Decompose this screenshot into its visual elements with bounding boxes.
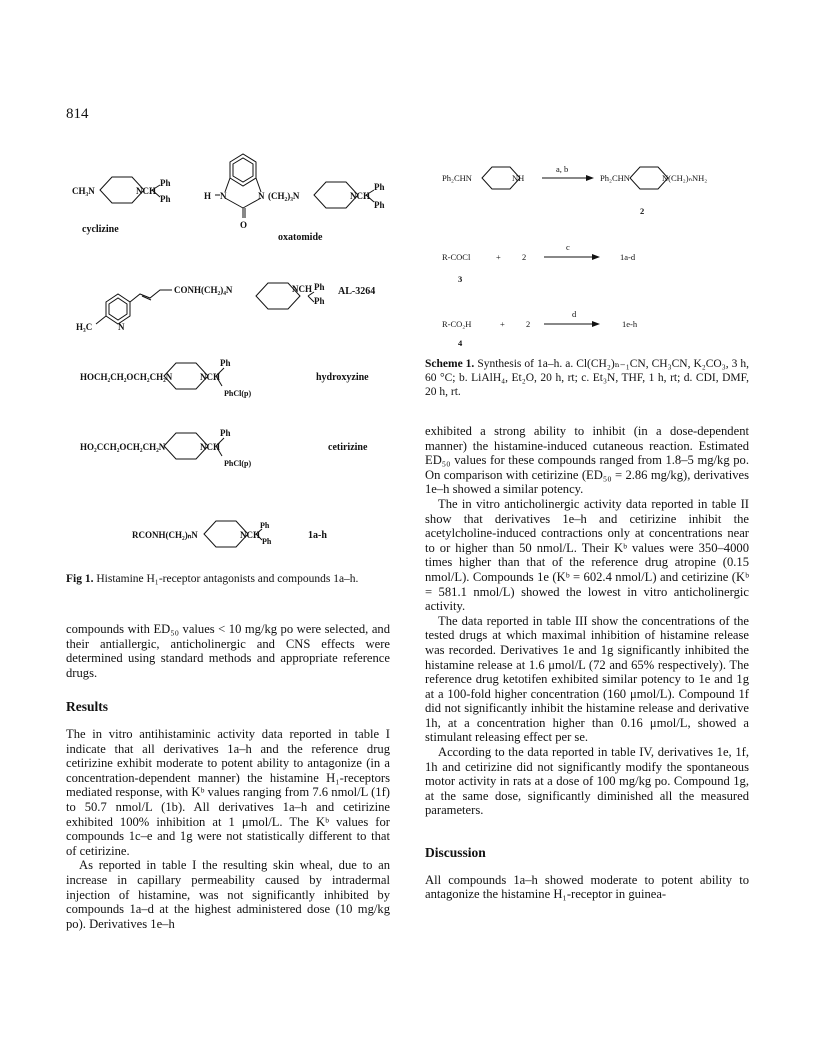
figure-1-caption bbox=[66, 572, 390, 586]
scheme-r3-num: 4 bbox=[458, 338, 463, 348]
right-paragraph-2: The in vitro anticholinergic activity data reported in table II show that derivatives 1e–h and cetirizine inhibit the acetylcholine-induced contractions only at concentrations near to or higher than 50 nmol/L. Their Kᵇ values were 350–4000 times higher than that of the reference drug atropine (0.15 nmol/L). Compounds 1e (Kᵇ = 602.4 nmol/L) and cetirizine (Kᵇ = 581.1 nmol/L) showed the lowest in vitro anticholinergic activity. bbox=[425, 496, 749, 614]
scheme-r3-arrow-label: d bbox=[572, 309, 577, 319]
scheme-r3-prod: 1e-h bbox=[622, 319, 638, 329]
al3264-ph2: Ph bbox=[314, 296, 325, 306]
oxatomide-ph1: Ph bbox=[374, 182, 385, 192]
right-paragraph-3: The data reported in table III show the concentrations of the tested drugs at which maximal inhibition of histamine release was recorded. Derivatives 1e and 1g significantly inhibited the histamine release at 1.6 μmol/L (72 and 65% respectively). The reference drug ketotifen exhibited similar potency to 1e and 1g at a 100-fold higher concentration (160 μmol/L). Compound 1f did not significantly inhibit the histamine release and derivative 1h, at a concentration higher than 0.16 μmol/L, showed a stimulant releasing effect per se. bbox=[425, 613, 749, 745]
al3264-n: N bbox=[118, 322, 125, 332]
al3264-nch: NCH bbox=[292, 284, 312, 294]
left-paragraph-3: As reported in table I the resulting skin wheal, due to an increase in capillary permeability caused by intradermal injection of histamine, was not significantly inhibited by compounds 1a–d at the highest administered dose (10 mg/kg po). Derivatives 1e–h bbox=[66, 858, 390, 931]
series-chain: RCONH(CH₂)ₙN bbox=[132, 530, 198, 540]
al3264-ph1: Ph bbox=[314, 282, 325, 292]
hydroxyzine-phcl: PhCl(p) bbox=[224, 389, 252, 398]
cetirizine-phcl: PhCl(p) bbox=[224, 459, 252, 468]
scheme-r1-num: 2 bbox=[640, 206, 645, 216]
cyclizine-ph2: Ph bbox=[160, 194, 171, 204]
cetirizine-name: cetirizine bbox=[328, 442, 368, 453]
cyclizine-ph1: Ph bbox=[160, 178, 171, 188]
scheme-1-caption bbox=[425, 357, 749, 399]
hydroxyzine-ph: Ph bbox=[220, 358, 231, 368]
series-ph1: Ph bbox=[260, 521, 270, 530]
right-paragraph-5: All compounds 1a–h showed moderate to potent ability to antagonize the histamine H₁-receptor in guinea- bbox=[425, 872, 749, 902]
scheme-r1-prod: Ph₂CHN bbox=[600, 173, 630, 183]
oxatomide-name: oxatomide bbox=[278, 232, 323, 243]
figure-1-caption-label: Fig 1. bbox=[66, 573, 94, 585]
al3264-chain: CONH(CH₂)₄N bbox=[174, 285, 233, 295]
scheme-r1-prod-chain: N(CH₂)ₙNH₂ bbox=[662, 173, 708, 183]
cetirizine-ph: Ph bbox=[220, 428, 231, 438]
oxatomide-n1: N bbox=[220, 191, 227, 201]
left-column bbox=[66, 622, 390, 931]
oxatomide-chain: (CH₂)₃N bbox=[268, 191, 300, 201]
oxatomide-ph2: Ph bbox=[374, 200, 385, 210]
cyclizine-nch: NCH bbox=[136, 186, 156, 196]
scheme-r1-arrow-label: a, b bbox=[556, 164, 569, 174]
scheme-1-caption-label: Scheme 1. bbox=[425, 358, 475, 370]
series-ph2: Ph bbox=[262, 537, 272, 546]
scheme-r2-prod: 1a-d bbox=[620, 252, 636, 262]
scheme-r3-two: 2 bbox=[526, 319, 531, 329]
scheme-r2-left: R-COCl bbox=[442, 252, 471, 262]
al3264-name: AL-3264 bbox=[338, 286, 376, 297]
scheme-r2-plus: + bbox=[496, 252, 501, 262]
oxatomide-nch: NCH bbox=[350, 191, 370, 201]
discussion-heading: Discussion bbox=[425, 845, 486, 861]
figure-1-structures bbox=[60, 150, 400, 560]
oxatomide-benzene bbox=[230, 154, 256, 186]
scheme-1-caption-text: Synthesis of 1a–h. a. Cl(CH₂)ₙ₋₁CN, CH₃CN, K₂CO₃, 3 h, 60 °C; b. LiAlH₄, Et₂O, 20 h, rt; c. Et₃N, THF, 1 h, rt; d. CDI, DMF, 20 h, rt. bbox=[425, 358, 749, 398]
scheme-r1-left: Ph₂CHN bbox=[442, 173, 472, 183]
cetirizine-chain: HO₂CCH₂OCH₂CH₂N bbox=[80, 442, 166, 452]
oxatomide-o: O bbox=[240, 220, 248, 230]
cetirizine-nch: NCH bbox=[200, 442, 220, 452]
page-number: 814 bbox=[66, 106, 89, 122]
scheme-r2-arrow-label: c bbox=[566, 242, 570, 252]
hydroxyzine-name: hydroxyzine bbox=[316, 372, 369, 383]
series-nch: NCH bbox=[240, 530, 260, 540]
left-paragraph-1: compounds with ED₅₀ values < 10 mg/kg po were selected, and their antiallergic, anticholinergic and CNS effects were determined using standard methods and appropriate reference drugs. bbox=[66, 622, 390, 680]
hydroxyzine-chain: HOCH₂CH₂OCH₂CH₂N bbox=[80, 372, 173, 382]
cyclizine-left: CH₃N bbox=[72, 186, 95, 196]
scheme-r3-plus: + bbox=[500, 319, 505, 329]
figure-1-caption-text: Histamine H₁-receptor antagonists and compounds 1a–h. bbox=[93, 573, 359, 585]
cyclizine-name: cyclizine bbox=[82, 224, 119, 235]
scheme-r2-two: 2 bbox=[522, 252, 527, 262]
scheme-r1-nh: NH bbox=[512, 173, 525, 183]
oxatomide-h: H bbox=[204, 191, 212, 201]
results-heading: Results bbox=[66, 699, 109, 715]
al3264-methyl: H₃C bbox=[76, 322, 93, 332]
scheme-1-diagram bbox=[420, 150, 760, 350]
scheme-r2-num: 3 bbox=[458, 274, 463, 284]
right-paragraph-4: According to the data reported in table IV, derivatives 1e, 1f, 1h and cetirizine did not significantly modify the spontaneous motor activity in rats at a dose of 100 mg/kg po. Compound 1g, at the same dose, significantly diminished all the measured parameters. bbox=[425, 745, 749, 818]
series-name: 1a-h bbox=[308, 530, 327, 541]
oxatomide-n2: N bbox=[258, 191, 265, 201]
hydroxyzine-nch: NCH bbox=[200, 372, 220, 382]
scheme-r3-left: R-CO₂H bbox=[442, 319, 472, 329]
right-column bbox=[425, 424, 749, 902]
right-paragraph-1: exhibited a strong ability to inhibit (in a dose-dependent manner) the histamine-induced cutaneous reaction. Estimated ED₅₀ values for these compounds ranged from 1.8–5 mg/kg po. On comparison with cetirizine (ED₅₀ = 2.86 mg/kg), derivatives 1e–h showed a similar potency. bbox=[425, 424, 749, 497]
left-paragraph-2: The in vitro antihistaminic activity data reported in table I indicate that all derivatives 1a–h and the reference drug cetirizine exhibit moderate to potent ability to antagonize (in a concentration-dependent manner) the histamine H₁-receptors mediated response, with Kᵇ values ranging from 7.6 nmol/L (1f) to 50.7 nmol/L (1b). All derivatives 1a–h and cetirizine exhibited 100% inhibition at 1 μmol/L. The Kᵇ values for compounds 1c–e and 1g were not statistically different to that of cetirizine. bbox=[66, 726, 390, 858]
